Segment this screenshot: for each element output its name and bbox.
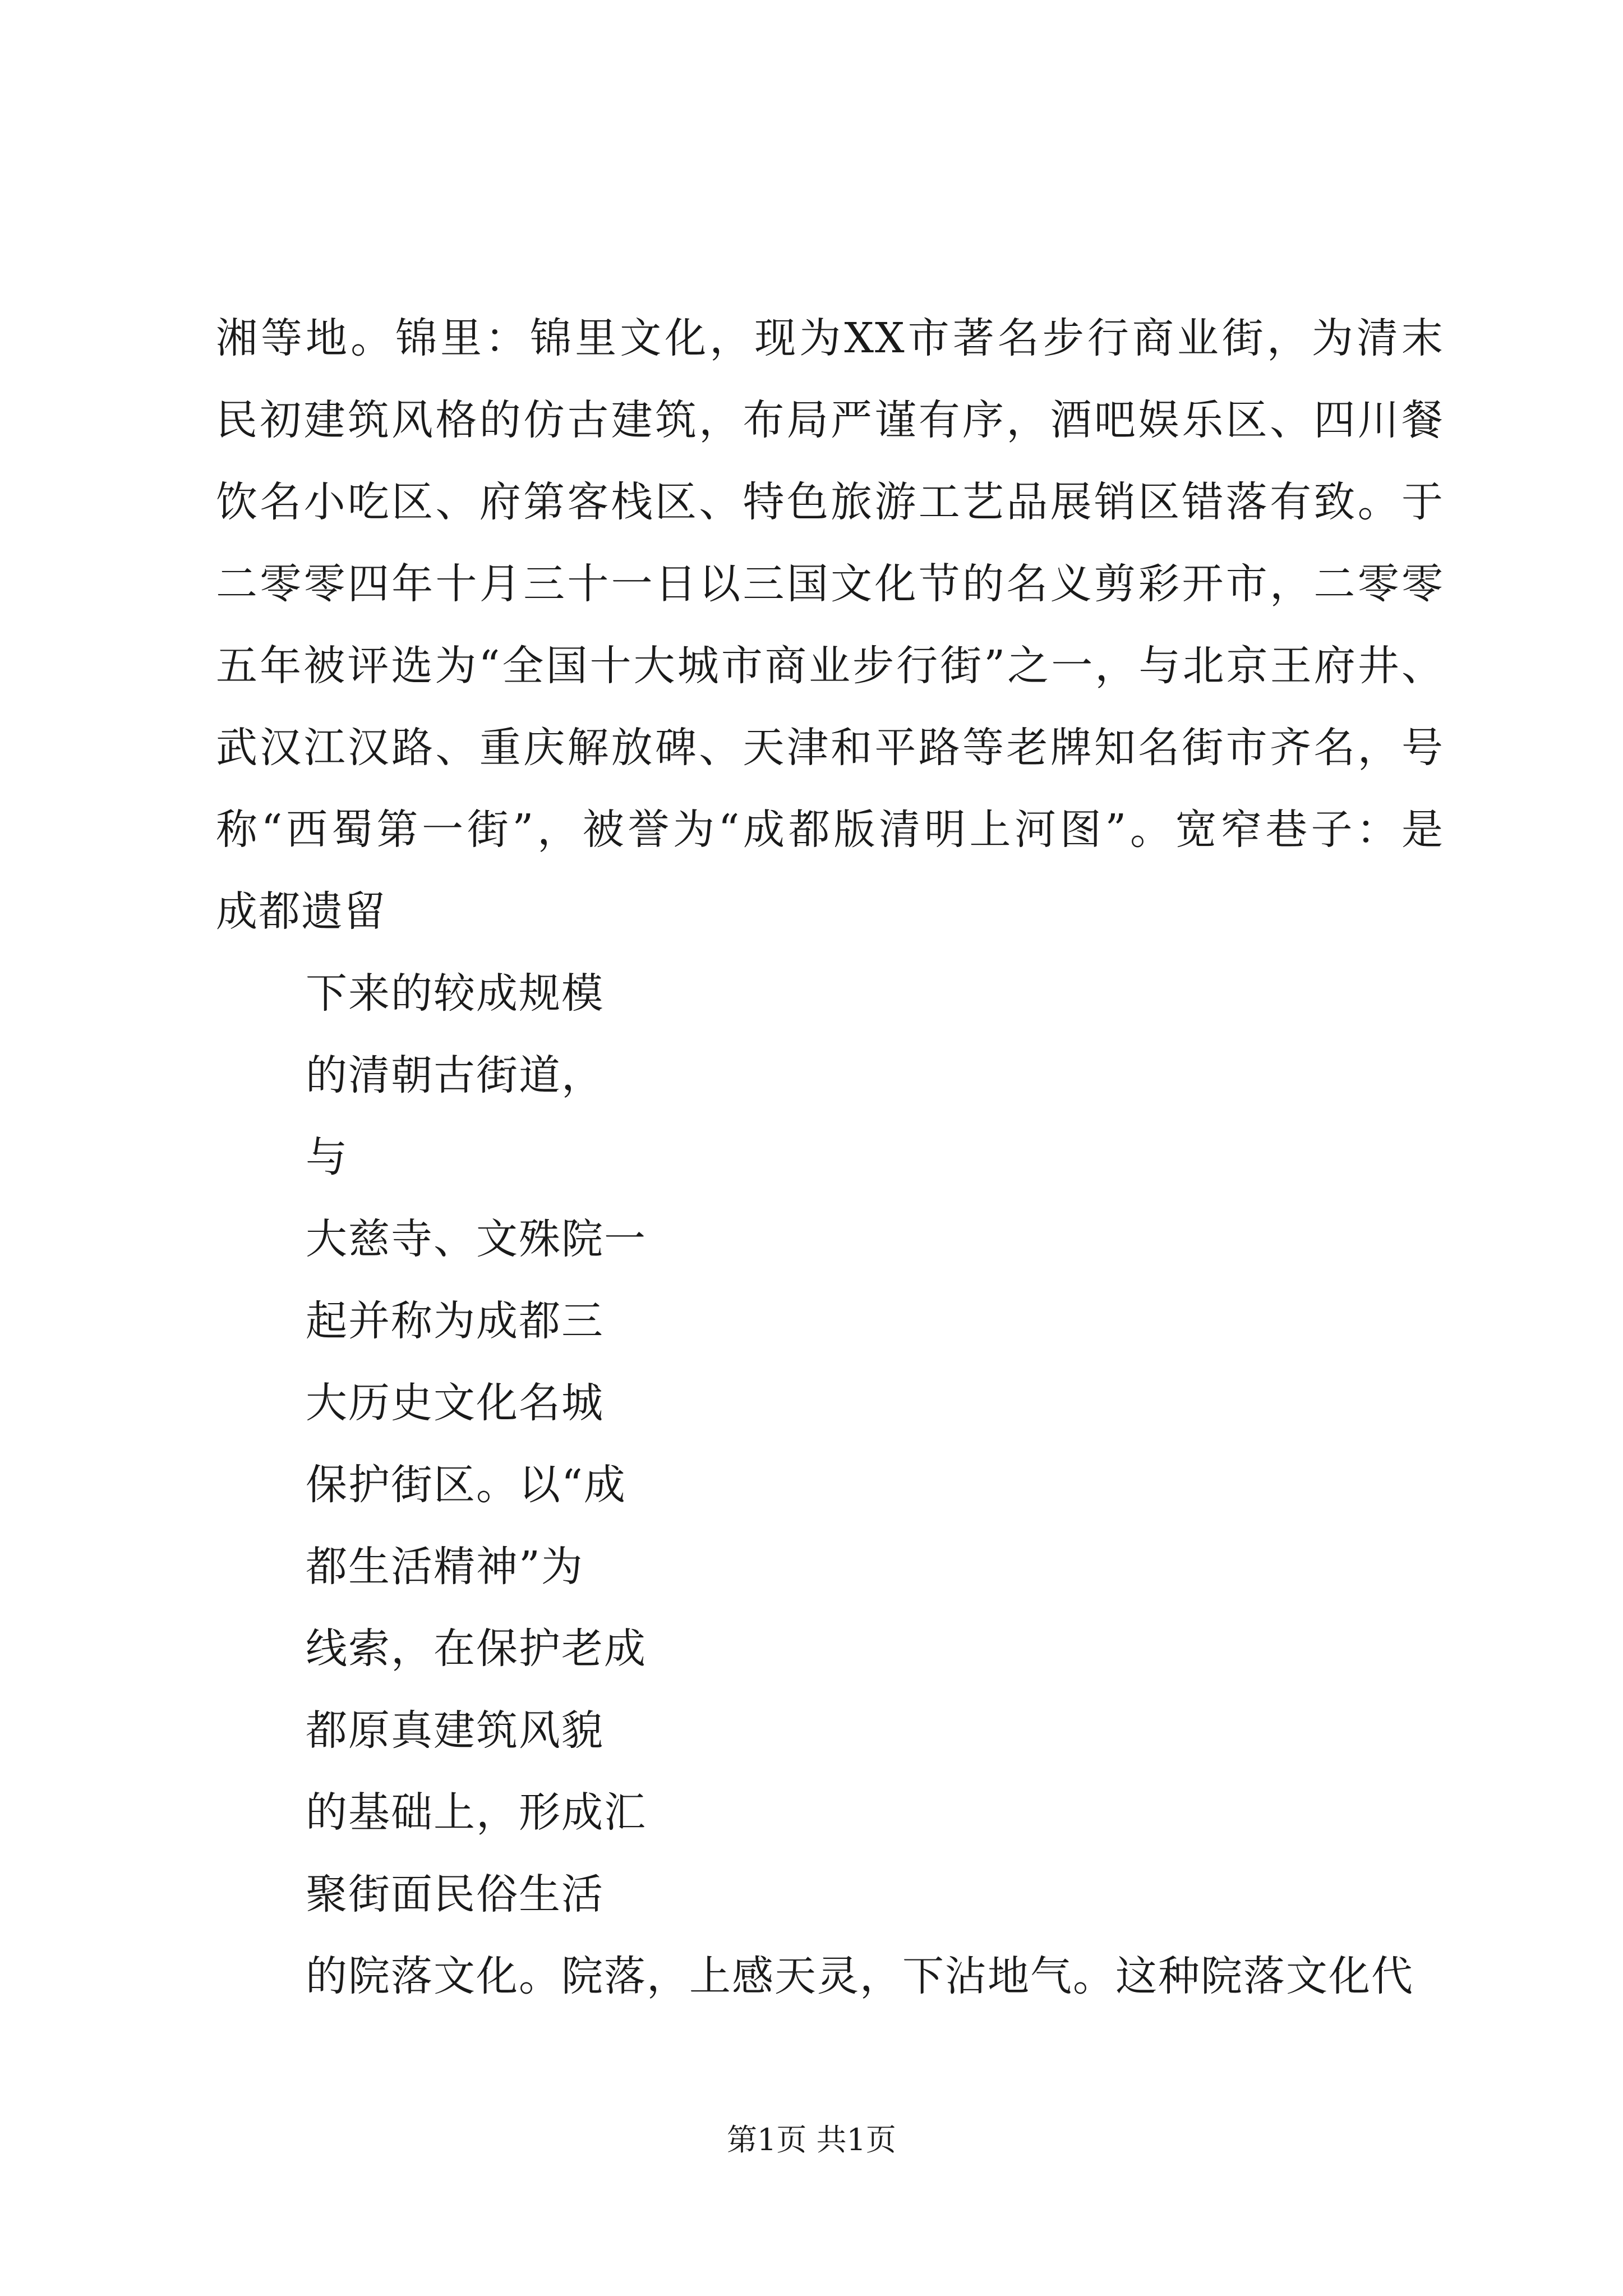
column-line: 聚街面民俗生活 [306, 1870, 604, 1918]
paragraph-line: 五年被评选为“全国十大城市商业步行街”之一，与北京王府井、 [216, 642, 1444, 690]
column-line: 大慈寺、文殊院一 [306, 1215, 647, 1263]
column-line: 保护街区。以“成 [306, 1461, 626, 1509]
page-footer [0, 2120, 1623, 2160]
column-line: 线索，在保护老成 [306, 1625, 647, 1673]
column-line: 与 [306, 1133, 348, 1181]
document-body [216, 297, 1444, 2017]
column-line: 大历史文化名城 [306, 1379, 604, 1427]
paragraph-line: 二零零四年十月三十一日以三国文化节的名义剪彩开市，二零零 [216, 560, 1444, 608]
column-line: 起并称为成都三 [306, 1297, 604, 1345]
column-line: 都生活精神”为 [306, 1543, 584, 1591]
paragraph-line: 饮名小吃区、府第客栈区、特色旅游工艺品展销区错落有致。于 [216, 478, 1444, 526]
paragraph-line: 称“西蜀第一街”，被誉为“成都版清明上河图”。宽窄巷子：是 [216, 806, 1444, 854]
column-line: 都原真建筑风貌 [306, 1706, 604, 1755]
paragraph-line: 武汉江汉路、重庆解放碑、天津和平路等老牌知名街市齐名，号 [216, 724, 1444, 772]
paragraph-line: 湘等地。锦里：锦里文化，现为XX市著名步行商业街，为清末 [216, 314, 1444, 362]
paragraph-line: 民初建筑风格的仿古建筑，布局严谨有序，酒吧娱乐区、四川餐 [216, 396, 1444, 444]
column-line: 的院落文化。院落，上感天灵，下沾地气。这种院落文化代 [306, 1952, 1414, 2000]
column-line: 的基础上，形成汇 [306, 1788, 647, 1837]
paragraph-line: 成都遗留 [216, 887, 386, 936]
page-number-label: 第1页 共1页 [727, 2122, 896, 2157]
column-line: 下来的较成规模 [306, 969, 604, 1018]
column-line: 的清朝古街道， [306, 1051, 604, 1099]
